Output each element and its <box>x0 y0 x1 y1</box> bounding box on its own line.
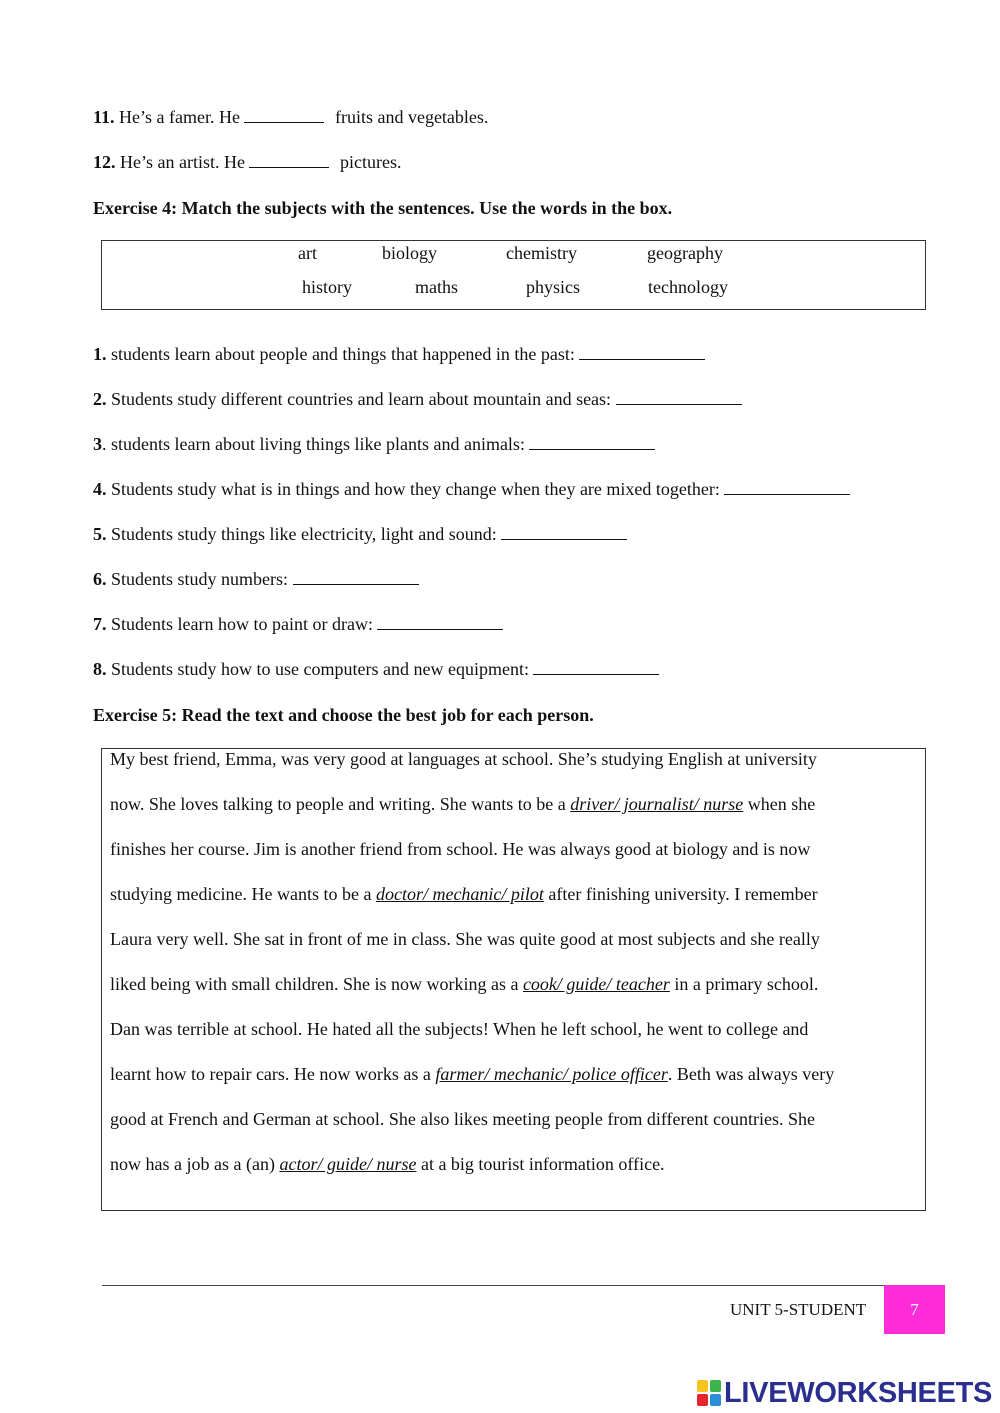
passage-text: now. She loves talking to people and writing. She wants to be a <box>110 794 571 814</box>
question-12 <box>93 152 401 173</box>
passage-line <box>110 794 815 815</box>
job-options[interactable]: cook/ guide/ teacher <box>522 974 670 994</box>
passage-text: liked being with small children. She is now working as a <box>110 974 523 994</box>
item-text: Students study numbers: <box>106 569 293 589</box>
ex4-item-2 <box>93 389 742 410</box>
question-text-end: fruits and vegetables. <box>330 107 489 127</box>
ex4-item-3 <box>93 434 655 455</box>
answer-blank[interactable] <box>244 108 324 123</box>
job-options[interactable]: driver/ journalist/ nurse <box>570 794 744 814</box>
answer-blank[interactable] <box>616 390 742 405</box>
word-maths: maths <box>415 277 458 297</box>
passage-line: finishes her course. Jim is another friend from school. He was always good at biology and is now <box>110 839 811 859</box>
footer-divider <box>102 1285 884 1286</box>
item-text: Students learn how to paint or draw: <box>106 614 378 634</box>
job-options[interactable]: doctor/ mechanic/ pilot <box>375 884 544 904</box>
item-number: 3 <box>93 434 102 454</box>
item-number: 6. <box>93 569 107 589</box>
passage-text: now has a job as a (an) <box>110 1154 280 1174</box>
passage-text: studying medicine. He wants to be a <box>110 884 376 904</box>
passage-text: at a big tourist information office. <box>416 1154 665 1174</box>
passage-line <box>110 1154 665 1175</box>
passage-text: when she <box>743 794 816 814</box>
ex4-item-8 <box>93 659 659 680</box>
item-number: 2. <box>93 389 107 409</box>
item-number: 5. <box>93 524 107 544</box>
word-physics: physics <box>526 277 580 297</box>
question-text: He’s a famer. He <box>114 107 245 127</box>
item-text: students learn about people and things that happened in the past: <box>106 344 580 364</box>
question-text: He’s an artist. He <box>115 152 250 172</box>
job-options[interactable]: actor/ guide/ nurse <box>279 1154 417 1174</box>
passage-line <box>110 974 818 995</box>
passage-line <box>110 884 818 905</box>
answer-blank[interactable] <box>501 525 627 540</box>
ex4-item-5 <box>93 524 627 545</box>
passage-line: good at French and German at school. She also likes meeting people from different countries. She <box>110 1109 815 1129</box>
answer-blank[interactable] <box>377 615 503 630</box>
ex4-item-7 <box>93 614 503 635</box>
item-text: Students study things like electricity, light and sound: <box>106 524 502 544</box>
logo-text: LIVEWORKSHEETS <box>724 1376 993 1409</box>
item-text: Students study what is in things and how they change when they are mixed together: <box>106 479 725 499</box>
item-number: 1. <box>93 344 107 364</box>
exercise-4-title: Exercise 4: Match the subjects with the sentences. Use the words in the box. <box>93 198 673 218</box>
ex4-item-4 <box>93 479 850 500</box>
passage-text: learnt how to repair cars. He now works as a <box>110 1064 436 1084</box>
question-11 <box>93 107 488 128</box>
answer-blank[interactable] <box>249 153 329 168</box>
word-history: history <box>302 277 353 297</box>
answer-blank[interactable] <box>529 435 655 450</box>
answer-blank[interactable] <box>579 345 705 360</box>
item-number: 8. <box>93 659 107 679</box>
liveworksheets-logo <box>697 1376 992 1410</box>
item-number: 7. <box>93 614 107 634</box>
ex4-item-6 <box>93 569 419 590</box>
answer-blank[interactable] <box>724 480 850 495</box>
ex4-item-1 <box>93 344 705 365</box>
item-text: Students study different countries and learn about mountain and seas: <box>106 389 616 409</box>
item-number: 4. <box>93 479 107 499</box>
passage-line <box>110 1064 834 1085</box>
word-geography: geography <box>647 243 723 263</box>
exercise-5-title: Exercise 5: Read the text and choose the best job for each person. <box>93 705 594 725</box>
passage-text: in a primary school. <box>669 974 819 994</box>
word-chemistry: chemistry <box>506 243 577 263</box>
item-text: Students study how to use computers and new equipment: <box>106 659 534 679</box>
word-technology: technology <box>648 277 728 297</box>
logo-icon <box>697 1380 721 1406</box>
passage-line: My best friend, Emma, was very good at languages at school. She’s studying English at university <box>110 749 817 769</box>
question-number: 12. <box>93 152 116 172</box>
item-text: . students learn about living things like plants and animals: <box>102 434 530 454</box>
footer-unit-label: UNIT 5-STUDENT <box>730 1300 867 1319</box>
answer-blank[interactable] <box>293 570 419 585</box>
word-art: art <box>298 243 317 263</box>
question-number: 11. <box>93 107 115 127</box>
passage-line: Laura very well. She sat in front of me in class. She was quite good at most subjects and she really <box>110 929 820 949</box>
page-number: 7 <box>884 1285 945 1334</box>
answer-blank[interactable] <box>533 660 659 675</box>
passage-line: Dan was terrible at school. He hated all the subjects! When he left school, he went to college and <box>110 1019 809 1039</box>
word-box <box>101 240 926 310</box>
word-biology: biology <box>382 243 438 263</box>
question-text-end: pictures. <box>335 152 402 172</box>
passage-text: . Beth was always very <box>667 1064 835 1084</box>
passage-text: after finishing university. I remember <box>543 884 818 904</box>
job-options[interactable]: farmer/ mechanic/ police officer <box>435 1064 668 1084</box>
